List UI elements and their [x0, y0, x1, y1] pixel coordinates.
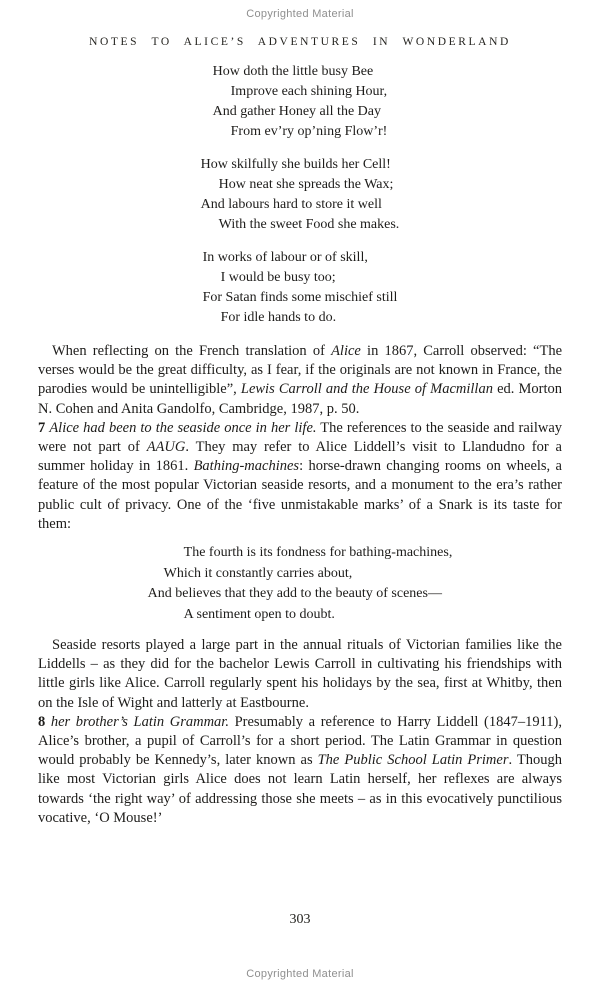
note-8-latin-grammar — [38, 713, 562, 828]
verse-line: How skilfully she builds her Cell! — [200, 157, 391, 172]
verse-line: Improve each shining Hour, — [230, 84, 388, 99]
text-run: 7 — [38, 419, 50, 436]
text-run: The Public School Latin Primer — [317, 752, 509, 769]
page-number: 303 — [289, 912, 311, 927]
text-run: Presumably a reference to Harry Liddell (1847–1911), Alice’s brother, a pupil of Carroll’s for a short period. The Latin Grammar in question would probably be Kennedy’s, later known as — [38, 713, 563, 769]
text-run: . They may refer to Alice Liddell’s visit to Llandudno for a summer holiday in 1861. — [38, 439, 562, 475]
verse-line: A sentiment open to doubt. — [183, 606, 335, 622]
running-header: NOTES TO ALICE’S ADVENTURES IN WONDERLAND — [89, 36, 511, 48]
text-run: The references to the seaside and railway were not part of — [38, 419, 563, 456]
verse-line: And believes that they add to the beauty of scenes— — [147, 586, 442, 602]
text-run: When reflecting on the French translation of — [52, 343, 332, 359]
text-run: in 1867, Carroll observed: “The verses would be the great difficulty, as I fear, if the originals are not known in France, the parodies would be unintelligible”, — [38, 343, 563, 398]
copyright-notice-bottom: Copyrighted Material — [246, 968, 354, 980]
text-run: Seaside resorts played a large part in the annual rituals of Victorian families like the Liddells – as they did for the bachelor Lewis Carroll in cultivating his friendships with little girls like Alice. Carroll regularly spent his holidays by the sea, first at Whitby, then on the Isle of Wight and latterly at Eastbourne. — [38, 637, 562, 711]
verse-line: The fourth is its fondness for bathing-machines, — [183, 545, 453, 561]
text-run: : horse-drawn changing rooms on wheels, a feature of the most popular Victorian seaside resorts, and a monument to the era’s rather public cult of privacy. One of the ‘five unmistakable marks’ of a Snark is its taste for them: — [38, 458, 562, 532]
text-run: Lewis Carroll and the House of Macmillan — [240, 381, 493, 398]
verse-line: For idle hands to do. — [220, 310, 337, 325]
verse-line: How neat she spreads the Wax; — [218, 177, 394, 192]
verse-line: Which it constantly carries about, — [163, 565, 353, 581]
verse-line: In works of labour or of skill, — [202, 250, 368, 265]
poem-stanza-3 — [203, 248, 398, 328]
verse-line: And gather Honey all the Day — [212, 104, 381, 119]
paragraph-carroll-french-translation — [38, 342, 562, 419]
text-run: Bathing-machines — [193, 458, 300, 475]
paragraph-seaside-resorts — [38, 636, 562, 713]
text-run: 8 — [38, 713, 51, 730]
verse-line: With the sweet Food she makes. — [218, 217, 400, 232]
poem-stanza-2 — [201, 155, 400, 235]
snark-quote — [148, 543, 453, 625]
poem-against-idleness — [38, 62, 562, 328]
verse-line: From ev’ry op’ning Flow’r! — [230, 124, 388, 139]
poem-stanza-1 — [213, 62, 388, 142]
verse-line: And labours hard to store it well — [200, 197, 382, 212]
text-run: Alice had been to the seaside once in her life. — [49, 419, 317, 436]
verse-line: How doth the little busy Bee — [212, 64, 374, 79]
copyright-notice-top: Copyrighted Material — [246, 8, 354, 20]
note-7-seaside — [38, 419, 562, 534]
text-run: her brother’s Latin Grammar. — [50, 713, 229, 730]
text-run: Alice — [331, 343, 361, 359]
verse-line: For Satan finds some mischief still — [202, 290, 398, 305]
text-run: AAUG — [146, 439, 186, 456]
text-run: . Though like most Victorian girls Alice does not learn Latin herself, her reflexes are always towards ‘the right way’ of addressing those she meets – as in this evocatively punctilious vocative, ‘O Mouse!’ — [38, 752, 562, 826]
text-run: ed. Morton N. Cohen and Anita Gandolfo, Cambridge, 1987, p. 50. — [38, 381, 562, 417]
verse-line: I would be busy too; — [220, 270, 336, 285]
